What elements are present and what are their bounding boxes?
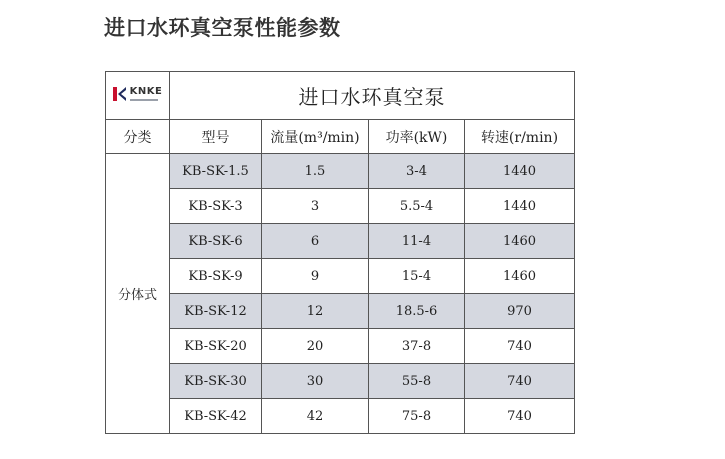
- table-title-cell: [170, 72, 575, 120]
- header-model: 型号: [170, 120, 262, 154]
- flow-cell: 12: [262, 294, 369, 329]
- flow-cell: 6: [262, 224, 369, 259]
- speed-cell: 1440: [465, 154, 575, 189]
- model-cell: KB-SK-1.5: [170, 154, 262, 189]
- speed-cell: 740: [465, 399, 575, 434]
- table-row: [106, 364, 575, 399]
- category-cell: 分体式: [106, 154, 170, 434]
- model-cell: KB-SK-42: [170, 399, 262, 434]
- table-row: [106, 294, 575, 329]
- speed-cell: 740: [465, 364, 575, 399]
- flow-cell: 30: [262, 364, 369, 399]
- model-cell: KB-SK-3: [170, 189, 262, 224]
- power-cell: 37-8: [369, 329, 465, 364]
- flow-cell: 9: [262, 259, 369, 294]
- model-cell: KB-SK-9: [170, 259, 262, 294]
- speed-cell: 1460: [465, 259, 575, 294]
- model-cell: KB-SK-30: [170, 364, 262, 399]
- table-title: 进口水环真空泵: [298, 85, 446, 109]
- table-row: [106, 154, 575, 189]
- spec-table: [105, 71, 575, 434]
- speed-cell: 1440: [465, 189, 575, 224]
- model-cell: KB-SK-20: [170, 329, 262, 364]
- table-row: [106, 399, 575, 434]
- table-title-row: [106, 72, 575, 120]
- power-cell: 75-8: [369, 399, 465, 434]
- table-row: [106, 329, 575, 364]
- flow-cell: 1.5: [262, 154, 369, 189]
- knke-logo: [113, 87, 163, 101]
- power-cell: 5.5-4: [369, 189, 465, 224]
- knke-logo-icon: [113, 87, 127, 101]
- page-heading: 进口水环真空泵性能参数: [104, 16, 341, 40]
- power-cell: 55-8: [369, 364, 465, 399]
- table-row: [106, 189, 575, 224]
- header-flow: 流量(m³/min): [262, 120, 369, 154]
- power-cell: 3-4: [369, 154, 465, 189]
- power-cell: 11-4: [369, 224, 465, 259]
- logo-tagline-line: [130, 99, 158, 101]
- logo-cell: [106, 72, 170, 120]
- power-cell: 18.5-6: [369, 294, 465, 329]
- table-row: [106, 224, 575, 259]
- logo-wordmark: KNKE: [129, 85, 163, 97]
- model-cell: KB-SK-6: [170, 224, 262, 259]
- table-row: [106, 259, 575, 294]
- flow-cell: 42: [262, 399, 369, 434]
- header-power: 功率(kW): [369, 120, 465, 154]
- header-category: 分类: [106, 120, 170, 154]
- speed-cell: 740: [465, 329, 575, 364]
- header-speed: 转速(r/min): [465, 120, 575, 154]
- model-cell: KB-SK-12: [170, 294, 262, 329]
- speed-cell: 970: [465, 294, 575, 329]
- speed-cell: 1460: [465, 224, 575, 259]
- power-cell: 15-4: [369, 259, 465, 294]
- table-header-row: [106, 120, 575, 154]
- flow-cell: 20: [262, 329, 369, 364]
- flow-cell: 3: [262, 189, 369, 224]
